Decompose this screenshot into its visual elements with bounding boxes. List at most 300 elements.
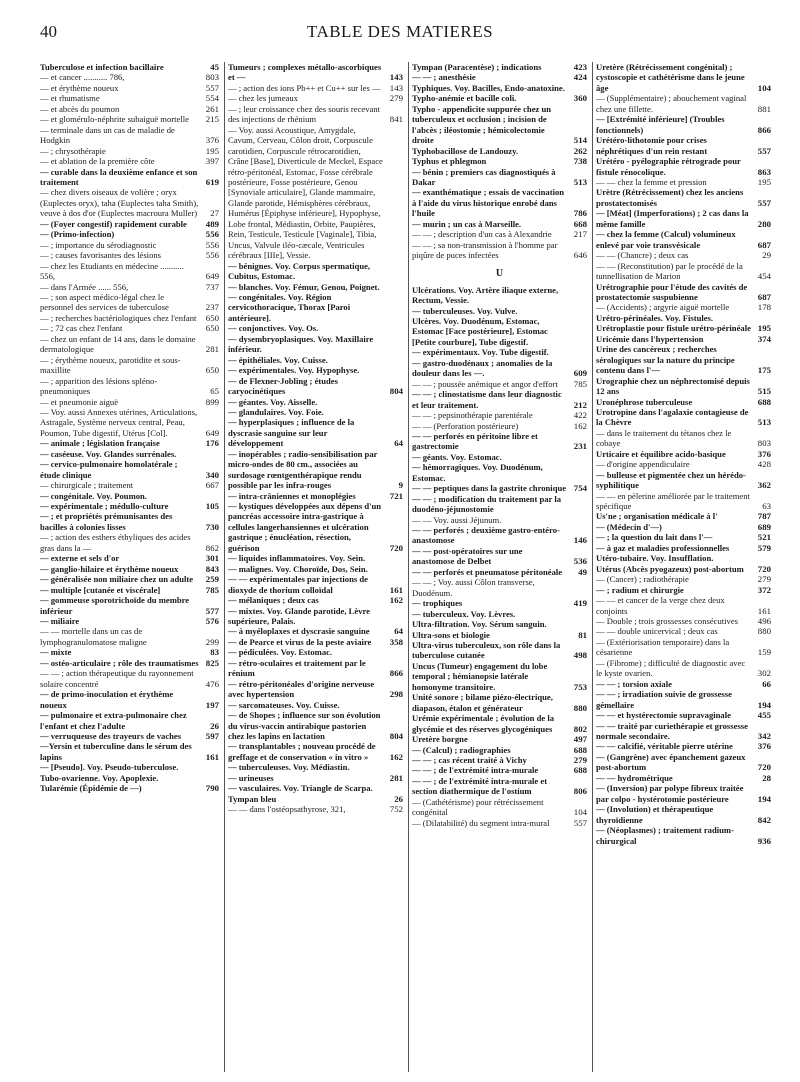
index-entry bbox=[40, 773, 219, 783]
entry-text: — Voy. aussi Annexes utérines, Articulations, Astragale, Système nerveux central, Peau, Poumon, Tube digestif, Utérus [Col]. bbox=[40, 406, 198, 438]
entry-text: — miliaire bbox=[40, 616, 80, 627]
entry-text: Tympan bleu bbox=[228, 793, 277, 804]
entry-page: 862 bbox=[205, 542, 219, 553]
index-entry bbox=[228, 574, 403, 595]
entry-text: — inopérables ; radio-sensibilisation par micro-ondes de 80 cm., associées au surdosage rœntgenthérapique rendu possible par les infra-rouges bbox=[228, 448, 378, 491]
entry-text: — épithéliales. Voy. Cuisse. bbox=[228, 354, 328, 365]
index-entry bbox=[596, 177, 771, 187]
entry-page: 178 bbox=[757, 302, 771, 313]
index-entry bbox=[228, 710, 403, 741]
entry-page: 66 bbox=[762, 678, 771, 689]
entry-page: 720 bbox=[389, 542, 403, 553]
index-entry bbox=[412, 765, 587, 775]
entry-page: 83 bbox=[210, 647, 219, 658]
entry-text: — — traité par curiethérapie et grossesse normale secondaire. bbox=[596, 720, 748, 741]
entry-page: 476 bbox=[205, 678, 219, 689]
entry-page: 754 bbox=[573, 483, 587, 494]
entry-text: — ; 72 cas chez l'enfant bbox=[40, 323, 123, 334]
entry-text: — — et hystérectomie supravaginale bbox=[596, 710, 731, 721]
entry-page: 262 bbox=[573, 145, 587, 156]
entry-text: — — ; torsion axiale bbox=[596, 678, 672, 689]
entry-text: — et cancer ........... 786, bbox=[40, 72, 125, 83]
index-entry bbox=[412, 83, 587, 93]
entry-text: — congénitales. Voy. Région cervicothoracique, Thorax [Paroi antérieure]. bbox=[228, 291, 351, 323]
index-entry bbox=[40, 438, 219, 448]
entry-text: — ; chrysothérapie bbox=[40, 145, 106, 156]
index-entry bbox=[40, 658, 219, 668]
entry-page: 423 bbox=[573, 62, 587, 72]
entry-text: — bénin ; premiers cas diagnostiqués à Dakar bbox=[412, 166, 556, 187]
entry-text: Uretère borgne bbox=[412, 734, 468, 745]
entry-text: — (Fibrome) ; difficulté de diagnostic avec le kyste ovarien. bbox=[596, 657, 746, 679]
index-entry bbox=[412, 146, 587, 156]
index-entry bbox=[412, 713, 587, 734]
index-entry bbox=[228, 417, 403, 448]
entry-text: — (Cancer) ; radiothérapie bbox=[596, 574, 689, 585]
entry-page: 557 bbox=[757, 145, 771, 156]
entry-text: — — perforés et pneumatose péritonéale bbox=[412, 566, 563, 577]
index-entry bbox=[412, 630, 587, 640]
index-entry bbox=[596, 187, 771, 208]
entry-page: 281 bbox=[389, 772, 403, 783]
index-entry bbox=[40, 480, 219, 490]
entry-page: 358 bbox=[389, 636, 403, 647]
entry-text: — conjonctives. Voy. Os. bbox=[228, 323, 319, 334]
entry-page: 720 bbox=[757, 762, 771, 773]
entry-text: — glandulaires. Voy. Foie. bbox=[228, 406, 324, 417]
index-entry bbox=[412, 240, 587, 261]
entry-page: 64 bbox=[394, 626, 403, 637]
entry-text: — multiple [cutanée et viscérale] bbox=[40, 584, 161, 595]
index-entry bbox=[228, 365, 403, 375]
entry-text: — ganglio-hilaire et érythème noueux bbox=[40, 563, 179, 574]
index-entry bbox=[596, 282, 771, 303]
index-entry bbox=[228, 125, 403, 261]
entry-text: Urétroplastie pour fistule urétro-périnéale bbox=[596, 323, 751, 334]
entry-text: — — ; modification du traitement par la duodéno-jéjunostomie bbox=[412, 493, 562, 515]
index-entry bbox=[228, 334, 403, 355]
entry-page: 162 bbox=[389, 751, 403, 762]
entry-text: — — (Perforation postérieure) bbox=[412, 420, 519, 431]
entry-text: — murin ; un cas à Marseille. bbox=[412, 218, 522, 229]
index-entry bbox=[228, 658, 403, 679]
entry-text: — trophiques bbox=[412, 598, 463, 609]
index-entry bbox=[40, 282, 219, 292]
index-entry bbox=[596, 261, 771, 282]
entry-text: — — en pèlerine améliorée par le traitement spécifique bbox=[596, 490, 750, 512]
index-entry bbox=[228, 323, 403, 333]
entry-text: Urticaire et équilibre acido-basique bbox=[596, 448, 726, 459]
index-entry bbox=[228, 679, 403, 700]
entry-page: 521 bbox=[757, 532, 771, 543]
entry-page: 194 bbox=[757, 699, 771, 710]
entry-text: — Voy. aussi Acoustique, Amygdale, Cavum, Cerveau, Côlon droit, Corpuscule carotidien, Corpuscule rétrocarotidien, Crâne [Base], Diverticule de Meckel, Espace rétro-péritonéal, Estomac, Fosse cérébrale postérieure, Fosse postérieure, Genou [Synoviale articulaire], Glande mammaire, Glande parotide, Hémisphères cérébraux, Humérus [Épiphyse inférieure], Hypophyse, Lobe frontal, Médiastin, Orbite, Paupières, Rein, Testicule, Testicule [Vaginale], Tibia, Uncus, Valvule iléo-cæcale, Ventricules cérébraux [IIIe], Vessie. bbox=[228, 124, 383, 261]
index-entry bbox=[596, 344, 771, 375]
entry-page: 881 bbox=[757, 103, 771, 114]
entry-text: — chez les jumeaux bbox=[228, 93, 298, 104]
entry-text: — — ; clinostatisme dans leur diagnostic et leur traitement. bbox=[412, 389, 562, 410]
entry-text: — mixtes. Voy. Glande parotide, Lèvre supérieure, Palais. bbox=[228, 605, 370, 627]
index-entry bbox=[228, 700, 403, 710]
index-entry bbox=[228, 282, 403, 292]
entry-text: — [Extrémité inférieure] (Troubles fonctionnels) bbox=[596, 114, 725, 135]
entry-page: 825 bbox=[205, 657, 219, 668]
entry-text: — tuberculeux. Voy. Lèvres. bbox=[412, 608, 516, 619]
entry-text: — géants. Voy. Estomac. bbox=[412, 451, 502, 462]
index-entry bbox=[596, 449, 771, 459]
index-entry bbox=[596, 156, 771, 177]
entry-page: 557 bbox=[573, 817, 587, 828]
entry-text: Uricémie dans l'hypertension bbox=[596, 333, 704, 344]
entry-text: Utérus (Abcès pyogazeux) post-abortum bbox=[596, 563, 744, 574]
entry-text: — — double unicervical ; deux cas bbox=[596, 626, 718, 637]
entry-page: 49 bbox=[578, 566, 587, 577]
index-entry bbox=[596, 553, 771, 563]
entry-page: 302 bbox=[757, 668, 771, 679]
index-entry bbox=[40, 511, 219, 532]
entry-text: Urétéro-lithotomie pour crises néphrétiques d'un rein restant bbox=[596, 135, 708, 156]
index-column-3 bbox=[408, 62, 592, 1072]
entry-page: 342 bbox=[757, 731, 771, 741]
entry-text: — (Dilatabilité) du segment intra-mural bbox=[412, 817, 550, 828]
entry-page: 455 bbox=[757, 710, 771, 721]
index-entry bbox=[228, 407, 403, 417]
index-entry bbox=[40, 741, 219, 762]
entry-page: 557 bbox=[757, 197, 771, 208]
entry-page: 374 bbox=[757, 333, 771, 344]
entry-page: 803 bbox=[757, 438, 771, 449]
entry-text: — géantes. Voy. Aisselle. bbox=[228, 396, 318, 407]
entry-page: 866 bbox=[389, 668, 403, 679]
index-entry bbox=[596, 574, 771, 584]
entry-text: Us'ne ; organisation médicale à l' bbox=[596, 511, 718, 522]
index-entry bbox=[596, 532, 771, 542]
entry-text: — ; apparition des lésions spléno-pneumoniques bbox=[40, 375, 158, 397]
index-entry bbox=[412, 483, 587, 493]
index-columns bbox=[40, 62, 776, 1072]
index-entry bbox=[412, 93, 587, 103]
index-entry bbox=[596, 302, 771, 312]
index-entry bbox=[412, 187, 587, 218]
entry-text: — gommeuse sporotrichoïde du membre inférieur bbox=[40, 595, 190, 616]
entry-page: 9 bbox=[398, 480, 403, 491]
entry-text: — dysembryoplasiques. Voy. Maxillaire inférieur. bbox=[228, 333, 374, 355]
entry-text: — généralisée non miliaire chez un adulte bbox=[40, 574, 194, 585]
index-entry bbox=[40, 449, 219, 459]
index-entry bbox=[40, 710, 219, 731]
entry-text: — ; et propriétés prémunisantes des bacilles à colonies lisses bbox=[40, 511, 173, 532]
entry-page: 650 bbox=[205, 312, 219, 323]
entry-text: Tubo-ovarienne. Voy. Apoplexie. bbox=[40, 772, 159, 783]
index-entry bbox=[40, 125, 219, 146]
index-entry bbox=[596, 428, 771, 449]
entry-text: — (Cathétérisme) pour rétrécissement congénital bbox=[412, 796, 544, 818]
index-entry bbox=[40, 156, 219, 166]
index-entry bbox=[228, 553, 403, 563]
index-column-2 bbox=[224, 62, 408, 1072]
index-entry bbox=[40, 668, 219, 689]
index-entry bbox=[40, 261, 219, 282]
index-entry bbox=[40, 616, 219, 626]
index-entry bbox=[412, 734, 587, 744]
entry-page: 689 bbox=[757, 521, 771, 532]
index-entry bbox=[40, 553, 219, 563]
entry-page: 143 bbox=[389, 72, 403, 83]
entry-page: 557 bbox=[205, 82, 219, 93]
entry-text: — bulleuse et pigmentée chez un hérédo-syphilitique bbox=[596, 469, 746, 491]
index-entry bbox=[412, 577, 587, 598]
entry-text: — congénitale. Voy. Poumon. bbox=[40, 490, 147, 501]
entry-text: — — ; de l'extrémité intra-murale et section diathermique de l'ostium bbox=[412, 775, 548, 797]
entry-text: Uretère (Rétrécissement congénital) ; cystoscopie et cathétérisme dans le jeune âge bbox=[596, 62, 745, 93]
entry-text: — — et cancer de la verge chez deux conjoints bbox=[596, 595, 725, 616]
index-entry bbox=[412, 776, 587, 797]
index-entry bbox=[412, 755, 587, 765]
index-entry bbox=[596, 407, 771, 428]
entry-text: Typhobacillose de Landouzy. bbox=[412, 145, 519, 156]
entry-page: 259 bbox=[205, 574, 219, 585]
entry-page: 376 bbox=[757, 448, 771, 459]
entry-page: 786 bbox=[573, 208, 587, 219]
entry-text: — — ; sa non-transmission à l'homme par piqûre de puces infectées bbox=[412, 239, 558, 261]
entry-page: 197 bbox=[205, 699, 219, 710]
index-entry bbox=[40, 376, 219, 397]
entry-text: — — peptiques dans la gastrite chronique bbox=[412, 483, 567, 494]
entry-text: — (Médecin d'—) bbox=[596, 521, 662, 532]
entry-page: 785 bbox=[205, 584, 219, 595]
entry-text: Tympan (Paracentèse) ; indications bbox=[412, 62, 542, 72]
entry-text: Urographie chez un néphrectomisé depuis 12 ans bbox=[596, 375, 750, 397]
entry-text: — — ; Voy. aussi Côlon transverse, Duodénum. bbox=[412, 577, 535, 598]
entry-text: Ultra-sons et biologie bbox=[412, 629, 490, 640]
entry-text: — de Shopes ; influence sur son évolution du virus-vaccin antirabique pastorien chez les lapins en lactation bbox=[228, 710, 381, 741]
entry-text: — et glomérulo-néphrite subaiguë mortelle bbox=[40, 114, 189, 125]
entry-text: Urémie expérimentale ; évolution de la glycémie et des réserves glycogéniques bbox=[412, 713, 554, 734]
entry-page: 176 bbox=[205, 438, 219, 449]
entry-page: 372 bbox=[757, 584, 771, 595]
index-entry bbox=[40, 187, 219, 218]
entry-text: — hyperplasiques ; influence de la dyscrasie sanguine sur leur développement bbox=[228, 417, 355, 449]
entry-text: — urineuses bbox=[228, 772, 274, 783]
entry-text: — — calcifié, véritable pierre utérine bbox=[596, 741, 733, 752]
entry-text: —Yersin et tuberculine dans le sérum des lapins bbox=[40, 741, 192, 762]
entry-page: 667 bbox=[205, 480, 219, 491]
entry-page: 29 bbox=[762, 250, 771, 261]
entry-page: 161 bbox=[205, 751, 219, 762]
entry-text: — — ; de l'extrémité intra-murale bbox=[412, 765, 539, 776]
index-entry bbox=[596, 229, 771, 250]
index-entry bbox=[412, 609, 587, 619]
entry-text: Urètre (Rétrécissement) chez les anciens prostatectomisés bbox=[596, 187, 744, 208]
index-entry bbox=[412, 818, 587, 828]
index-entry bbox=[40, 532, 219, 553]
index-entry bbox=[596, 585, 771, 595]
index-entry bbox=[596, 595, 771, 616]
entry-text: — — ; anesthésie bbox=[412, 72, 476, 83]
entry-page: 376 bbox=[757, 741, 771, 752]
entry-page: 281 bbox=[205, 344, 219, 355]
entry-text: — — ; cas récent traité à Vichy bbox=[412, 755, 527, 765]
entry-page: 650 bbox=[205, 365, 219, 376]
index-entry bbox=[412, 379, 587, 389]
index-entry bbox=[228, 83, 403, 93]
index-entry bbox=[412, 431, 587, 452]
index-entry bbox=[596, 511, 771, 521]
entry-page: 842 bbox=[757, 814, 771, 825]
entry-text: Typhiques. Voy. Bacilles, Endo-anatoxine. bbox=[412, 82, 565, 93]
entry-page: 279 bbox=[389, 93, 403, 104]
entry-page: 688 bbox=[573, 765, 587, 776]
entry-text: — — post-opératoires sur une anastomose de Delbet bbox=[412, 545, 523, 567]
entry-page: 301 bbox=[205, 553, 219, 564]
entry-text: — — expérimentales par injections de dioxyde de thorium colloïdal bbox=[228, 574, 368, 595]
entry-text: Tumeurs ; complexes métallo-ascorbiques et — bbox=[228, 62, 382, 83]
entry-page: 422 bbox=[573, 410, 587, 421]
entry-page: 104 bbox=[757, 82, 771, 93]
index-entry bbox=[40, 114, 219, 124]
entry-page: 804 bbox=[389, 731, 403, 741]
entry-text: Urétro-périnéales. Voy. Fistules. bbox=[596, 312, 714, 323]
entry-page: 899 bbox=[205, 396, 219, 407]
entry-page: 279 bbox=[573, 755, 587, 765]
entry-page: 936 bbox=[757, 835, 771, 846]
index-entry bbox=[412, 525, 587, 546]
entry-text: Urotropine dans l'agalaxie contagieuse de la Chèvre bbox=[596, 406, 749, 428]
index-entry bbox=[596, 459, 771, 469]
entry-text: — (Néoplasmes) ; traitement radium-chirurgical bbox=[596, 825, 734, 846]
index-entry bbox=[596, 637, 771, 658]
entry-text: — de Flexner-Jobling ; études caryocinétiques bbox=[228, 375, 338, 397]
entry-text: — [Méat] (Imperforations) ; 2 cas dans la même famille bbox=[596, 208, 749, 229]
index-entry bbox=[596, 804, 771, 825]
index-entry bbox=[40, 62, 219, 72]
index-entry bbox=[228, 762, 403, 772]
index-entry bbox=[596, 626, 771, 636]
entry-page: 489 bbox=[205, 218, 219, 229]
index-entry bbox=[412, 316, 587, 347]
entry-text: Urétéro - pyélographie rétrograde pour fistule rénocolique. bbox=[596, 156, 741, 177]
entry-text: — terminale dans un cas de maladie de Hodgkin bbox=[40, 124, 175, 146]
entry-page: 376 bbox=[205, 135, 219, 146]
entry-text: — ; la question du lait dans l'— bbox=[596, 532, 713, 543]
index-column-4 bbox=[592, 62, 776, 1072]
entry-page: 360 bbox=[573, 93, 587, 104]
entry-text: — ; recherches bactériologiques chez l'enfant bbox=[40, 312, 197, 323]
entry-text: — verruqueuse des trayeurs de vaches bbox=[40, 731, 182, 741]
entry-text: — — (Chancre) ; deux cas bbox=[596, 250, 689, 261]
index-entry bbox=[40, 313, 219, 323]
index-entry bbox=[40, 595, 219, 616]
entry-text: — gastro-duodénaux ; anomalies de la douleur dans les —. bbox=[412, 357, 553, 379]
index-entry bbox=[596, 658, 771, 679]
index-entry bbox=[40, 323, 219, 333]
entry-text: Typhus et phlegmon bbox=[412, 156, 487, 167]
entry-text: — chez les Etudiants en médecine ........... 556, bbox=[40, 260, 184, 282]
index-entry bbox=[40, 167, 219, 188]
entry-text: — ; son aspect médico-légal chez le personnel des services de tuberculose bbox=[40, 291, 169, 313]
index-entry bbox=[596, 825, 771, 846]
index-entry bbox=[40, 250, 219, 260]
entry-text: Utéro-tubaire. Voy. Insufflation. bbox=[596, 553, 714, 564]
entry-text: Tuberculose et infection bacillaire bbox=[40, 62, 164, 72]
section-letter: U bbox=[495, 267, 504, 279]
index-entry bbox=[40, 355, 219, 376]
entry-page: 362 bbox=[757, 480, 771, 491]
entry-page: 880 bbox=[757, 626, 771, 637]
index-entry bbox=[40, 93, 219, 103]
entry-text: Typho-anémie et bacille coli. bbox=[412, 93, 517, 104]
entry-page: 261 bbox=[205, 103, 219, 114]
index-entry bbox=[40, 229, 219, 239]
entry-page: 687 bbox=[757, 239, 771, 250]
index-entry bbox=[228, 595, 403, 605]
index-entry bbox=[596, 710, 771, 720]
index-entry bbox=[228, 637, 403, 647]
entry-page: 231 bbox=[573, 441, 587, 452]
index-entry bbox=[412, 62, 587, 72]
entry-page: 556 bbox=[205, 250, 219, 261]
index-entry bbox=[412, 640, 587, 661]
index-entry bbox=[412, 347, 587, 357]
index-entry bbox=[228, 794, 403, 804]
index-entry bbox=[412, 462, 587, 483]
index-entry bbox=[228, 773, 403, 783]
entry-page: 212 bbox=[573, 399, 587, 410]
entry-page: 576 bbox=[205, 616, 219, 627]
index-entry bbox=[596, 564, 771, 574]
entry-text: — — ; description d'un cas à Alexandrie bbox=[412, 229, 552, 240]
index-entry bbox=[596, 773, 771, 783]
entry-page: 496 bbox=[757, 616, 771, 627]
page-title: TABLE DES MATIERES bbox=[306, 22, 494, 41]
index-column-1 bbox=[40, 62, 224, 1072]
index-entry bbox=[412, 219, 587, 229]
entry-page: 514 bbox=[573, 135, 587, 146]
entry-page: 688 bbox=[573, 744, 587, 755]
page-number: 40 bbox=[40, 22, 57, 41]
entry-text: — et érythème noueux bbox=[40, 82, 119, 93]
entry-text: — caséeuse. Voy. Glandes surrénales. bbox=[40, 448, 177, 459]
entry-page: 668 bbox=[573, 218, 587, 229]
entry-text: — (Supplémentaire) ; abouchement vaginal chez une fillette. bbox=[596, 93, 747, 114]
entry-page: 45 bbox=[210, 62, 219, 72]
entry-text: — et pneumonie aiguë bbox=[40, 396, 119, 407]
index-entry bbox=[40, 783, 219, 793]
entry-text: — (Gangrène) avec épanchement gazeux post-abortum bbox=[596, 751, 746, 773]
entry-page: 428 bbox=[757, 459, 771, 470]
entry-page: 753 bbox=[573, 681, 587, 692]
entry-page: 597 bbox=[205, 731, 219, 741]
entry-text: Urine des cancéreux ; recherches sérologiques sur la nature du principe contenu dans l'— bbox=[596, 344, 735, 376]
entry-text: — (Inversion) par polype fibreux traitée par colpo - hystérotomie postérieure bbox=[596, 783, 744, 804]
entry-page: 146 bbox=[573, 535, 587, 546]
entry-page: 497 bbox=[573, 734, 587, 745]
entry-text: — à myéloplaxes et dyscrasie sanguine bbox=[228, 626, 370, 637]
entry-page: 498 bbox=[573, 650, 587, 661]
entry-page: 646 bbox=[573, 250, 587, 261]
index-entry bbox=[412, 661, 587, 692]
entry-page: 26 bbox=[394, 793, 403, 804]
entry-page: 803 bbox=[205, 72, 219, 83]
entry-text: — (Foyer congestif) rapidement curable bbox=[40, 218, 187, 229]
index-entry bbox=[412, 389, 587, 410]
entry-page: 280 bbox=[757, 218, 771, 229]
entry-text: — expérimentaux. Voy. Tube digestif. bbox=[412, 347, 549, 358]
entry-text: — et ablation de la première côte bbox=[40, 156, 155, 167]
entry-page: 649 bbox=[205, 271, 219, 282]
index-entry bbox=[596, 208, 771, 229]
index-entry bbox=[228, 104, 403, 125]
